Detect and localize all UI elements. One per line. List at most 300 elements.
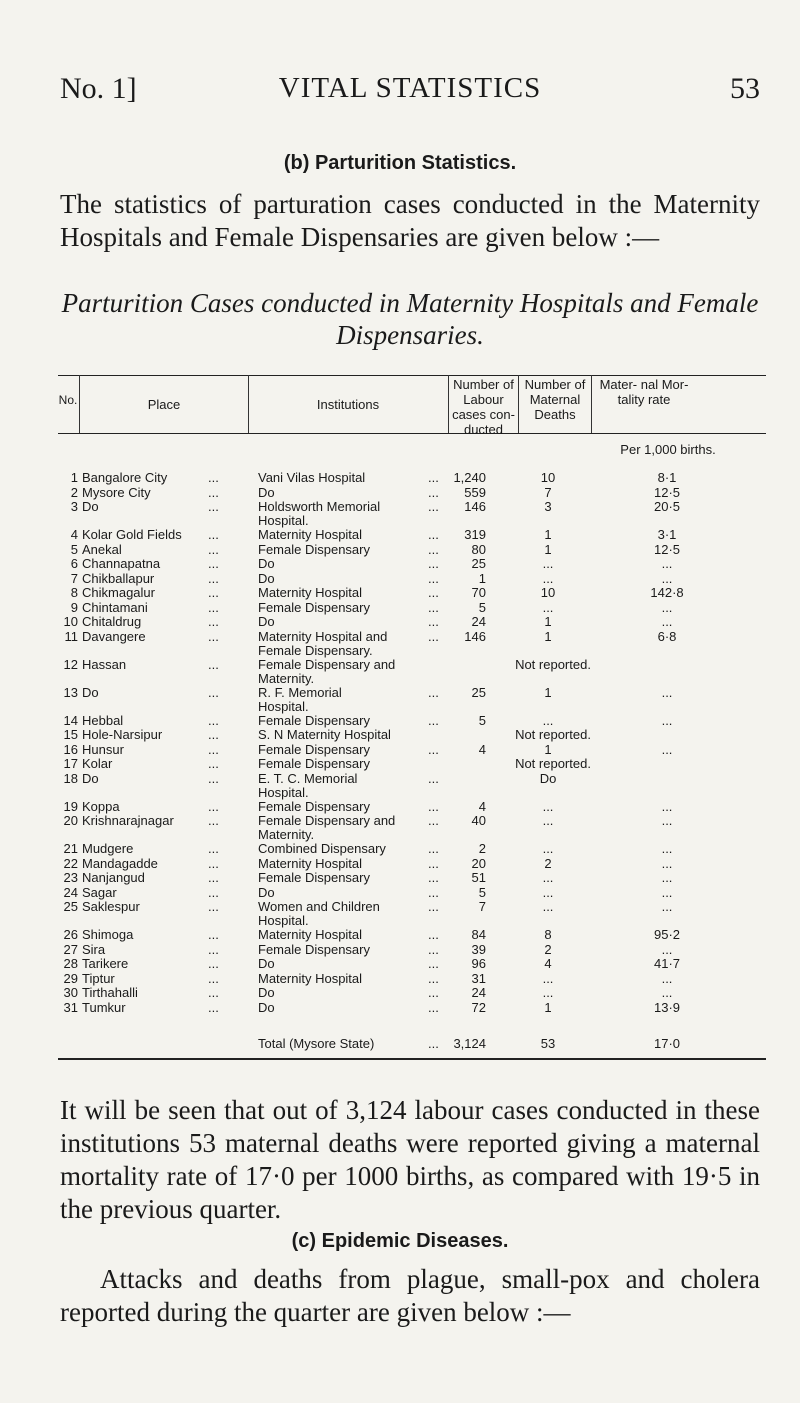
institution-cell-continued: Hospital. [258, 913, 309, 928]
dots: ... [208, 970, 219, 986]
labour-cases-cell: 319 [464, 527, 486, 542]
place-cell: Tiptur [82, 970, 115, 986]
row-number: 20 [63, 813, 78, 828]
dots: ... [428, 541, 439, 557]
mortality-rate-cell: 41·7 [653, 956, 681, 971]
table-row [58, 528, 766, 542]
mortality-rate-cell: ... [661, 985, 673, 1000]
table-row [58, 772, 766, 786]
col-header-maternal: Number of Maternal Deaths [524, 377, 586, 422]
labour-cases-cell: 5 [478, 599, 486, 615]
maternal-deaths-cell: 1 [544, 527, 552, 542]
dots: ... [208, 855, 219, 871]
place-cell: Channapatna [82, 556, 161, 571]
table-row [58, 486, 766, 500]
mortality-rate-cell: 12·5 [653, 541, 681, 557]
dots: ... [428, 684, 439, 700]
labour-cases-cell: 5 [478, 712, 486, 728]
table-row [58, 1001, 766, 1015]
place-cell: Mudgere [82, 841, 134, 856]
dots: ... [208, 841, 219, 856]
dots: ... [208, 628, 219, 644]
dots: ... [208, 585, 219, 600]
dots: ... [208, 527, 219, 542]
institution-cell: E. T. C. Memorial [258, 770, 358, 786]
labour-cases-cell: 24 [471, 985, 486, 1000]
labour-cases-cell: 70 [471, 585, 486, 600]
dots: ... [428, 841, 439, 856]
row-number: 27 [63, 941, 78, 957]
mortality-rate-cell: ... [661, 741, 673, 757]
institution-cell-continued: Hospital. [258, 784, 309, 800]
maternal-deaths-cell: 1 [544, 541, 552, 557]
dots: ... [428, 570, 439, 586]
place-cell: Sagar [82, 884, 117, 900]
place-cell: Hunsur [82, 741, 124, 757]
institution-cell: Female Dispensary [258, 941, 370, 957]
mortality-rate-cell: ... [661, 599, 673, 615]
dots: ... [208, 770, 219, 786]
table-row [58, 814, 766, 828]
col-header-no: No. [58, 393, 78, 407]
institution-cell-continued: Hospital. [258, 513, 309, 528]
dots: ... [208, 712, 219, 728]
institution-cell: Female Dispensary [258, 870, 370, 885]
row-number: 14 [63, 712, 78, 728]
row-number: 19 [63, 798, 78, 814]
place-cell: Hole-Narsipur [82, 727, 163, 742]
mortality-rate-cell: ... [661, 941, 673, 957]
dots: ... [428, 614, 439, 629]
mortality-rate-cell: ... [661, 798, 673, 814]
labour-cases-cell: 25 [471, 684, 486, 700]
institution-cell: Female Dispensary [258, 712, 370, 728]
labour-cases-cell: 25 [471, 556, 486, 571]
row-number: 4 [70, 527, 78, 542]
row-number: 12 [63, 656, 78, 672]
table-row [58, 500, 766, 514]
place-cell: Do [82, 684, 99, 700]
institution-cell: Female Dispensary and [258, 813, 396, 828]
maternal-deaths-cell: 10 [540, 585, 556, 600]
dots: ... [428, 527, 439, 542]
dots: ... [428, 999, 439, 1015]
total-row [58, 1037, 766, 1051]
mortality-rate-cell: 13·9 [653, 999, 681, 1015]
table-row [58, 800, 766, 814]
mortality-rate-cell: 8·1 [657, 470, 677, 485]
labour-cases-cell: 39 [471, 941, 486, 957]
labour-cases-cell: 84 [471, 927, 486, 942]
row-number: 7 [70, 570, 78, 586]
labour-cases-cell: 72 [471, 999, 486, 1015]
row-number: 30 [63, 985, 78, 1000]
table-row [58, 714, 766, 728]
dots: ... [428, 855, 439, 871]
dots: ... [208, 499, 219, 514]
dots: ... [208, 599, 219, 615]
institution-cell-continued: Hospital. [258, 698, 309, 714]
dots: ... [208, 656, 219, 672]
table-row [58, 871, 766, 885]
table-row [58, 842, 766, 856]
col-header-rate: Mater- nal Mor- tality rate [599, 377, 689, 407]
row-number: 16 [63, 741, 78, 757]
row-number: 11 [64, 628, 78, 644]
row-number: 3 [70, 499, 78, 514]
table-title: Parturition Cases conducted in Maternity Hospitals and Female Dispensaries. [61, 288, 759, 350]
table-row [58, 572, 766, 586]
dots: ... [428, 741, 439, 757]
maternal-deaths-cell: 4 [544, 956, 552, 971]
maternal-deaths-cell: ... [542, 556, 554, 571]
table-row [58, 943, 766, 957]
place-cell: Chikballapur [82, 570, 155, 586]
dots: ... [208, 884, 219, 900]
institution-cell: Female Dispensary [258, 798, 370, 814]
maternal-deaths-cell: 2 [544, 855, 552, 871]
place-cell: Tirthahalli [82, 985, 138, 1000]
place-cell: Chikmagalur [82, 585, 155, 600]
maternal-deaths-cell: 2 [544, 941, 552, 957]
place-cell: Davangere [82, 628, 146, 644]
dots: ... [428, 985, 439, 1000]
maternal-deaths-cell: ... [542, 870, 554, 885]
institution-cell: R. F. Memorial [258, 684, 342, 700]
dots: ... [208, 999, 219, 1015]
labour-cases-cell: 7 [478, 899, 486, 914]
institution-cell: Female Dispensary and [258, 656, 396, 672]
institution-cell: Holdsworth Memorial [258, 499, 381, 514]
dots: ... [208, 541, 219, 557]
row-number: 15 [63, 727, 78, 742]
institution-cell: Maternity Hospital [258, 927, 363, 942]
place-cell: Koppa [82, 798, 120, 814]
dots: ... [428, 798, 439, 814]
table-row [58, 615, 766, 629]
table-row [58, 857, 766, 871]
parturition-table [58, 375, 766, 1061]
table-row [58, 658, 766, 672]
maternal-deaths-cell: 10 [540, 470, 556, 485]
institution-cell: Do [258, 570, 275, 586]
table-row [58, 728, 766, 742]
maternal-deaths-cell: 3 [544, 499, 552, 514]
dots: ... [428, 884, 439, 900]
institution-cell: Women and Children [258, 899, 380, 914]
dots: ... [208, 927, 219, 942]
labour-cases-cell: 1,240 [453, 470, 486, 485]
total-labour: 3,124 [453, 1036, 486, 1051]
labour-cases-cell: 51 [471, 870, 486, 885]
maternal-deaths-cell: 7 [544, 484, 552, 500]
mortality-rate-cell: ... [661, 614, 673, 629]
table-row [58, 586, 766, 600]
dots: ... [428, 585, 439, 600]
institution-cell: Maternity Hospital [258, 527, 363, 542]
row-number: 21 [63, 841, 78, 856]
rate-unit: Per 1,000 births. [620, 442, 716, 457]
dots: ... [428, 870, 439, 885]
dots: ... [208, 813, 219, 828]
dots: ... [428, 484, 439, 500]
mortality-rate-cell: 6·8 [657, 628, 677, 644]
dots: ... [208, 956, 219, 971]
col-header-institutions: Institutions [316, 397, 380, 412]
dots: ... [428, 770, 439, 786]
mortality-rate-cell: 3·1 [657, 527, 677, 542]
place-cell: Do [82, 770, 99, 786]
mortality-rate-cell: ... [661, 899, 673, 914]
maternal-deaths-cell: 8 [544, 927, 552, 942]
labour-cases-cell: 4 [478, 741, 486, 757]
labour-cases-cell: 1 [478, 570, 486, 586]
dots: ... [208, 899, 219, 914]
institution-cell-continued: Maternity. [258, 827, 315, 842]
table-row [58, 957, 766, 971]
row-number: 29 [63, 970, 78, 986]
page-header [60, 72, 760, 122]
col-header-place: Place [147, 397, 181, 412]
institution-cell: Do [258, 614, 275, 629]
dots: ... [208, 741, 219, 757]
place-cell: Kolar Gold Fields [82, 527, 182, 542]
dots: ... [428, 970, 439, 986]
not-reported-note: Not reported. [515, 656, 591, 672]
institution-cell: Do [258, 985, 275, 1000]
institution-cell-continued: Female Dispensary. [258, 642, 373, 658]
row-number: 5 [70, 541, 78, 557]
maternal-deaths-cell: ... [542, 884, 554, 900]
maternal-deaths-cell: 1 [544, 684, 552, 700]
row-number: 22 [63, 855, 78, 871]
dots: ... [208, 570, 219, 586]
dots: ... [208, 985, 219, 1000]
row-number: 9 [70, 599, 78, 615]
institution-cell: Female Dispensary [258, 741, 370, 757]
table-row [58, 557, 766, 571]
table-row [58, 543, 766, 557]
row-number: 23 [63, 870, 78, 885]
col-header-labour: Number of Labour cases con- ducted [452, 377, 515, 437]
mortality-rate-cell: ... [661, 570, 673, 586]
dots: ... [208, 727, 219, 742]
institution-cell: Female Dispensary [258, 756, 370, 771]
dots: ... [428, 499, 439, 514]
row-number: 18 [63, 770, 78, 786]
row-number: 8 [70, 585, 78, 600]
place-cell: Mysore City [82, 484, 151, 500]
dots: ... [428, 712, 439, 728]
maternal-deaths-cell: Do [539, 770, 557, 786]
mortality-rate-cell: ... [661, 712, 673, 728]
dots: ... [208, 614, 219, 629]
maternal-deaths-cell: ... [542, 570, 554, 586]
place-cell: Hassan [82, 656, 127, 672]
dots: ... [208, 798, 219, 814]
row-number: 28 [63, 956, 78, 971]
table-bottom-rule [58, 1058, 766, 1060]
dots: ... [428, 813, 439, 828]
issue-number: No. 1] [60, 72, 137, 105]
total-rate: 17·0 [653, 1036, 681, 1051]
dots: ... [208, 756, 219, 771]
row-number: 24 [63, 884, 78, 900]
labour-cases-cell: 559 [464, 484, 486, 500]
dots: ... [428, 956, 439, 971]
place-cell: Shimoga [82, 927, 134, 942]
table-row [58, 886, 766, 900]
dots: ... [428, 1036, 439, 1051]
table-row [58, 972, 766, 986]
table-row [58, 686, 766, 700]
labour-cases-cell: 2 [478, 841, 486, 856]
institution-cell: Female Dispensary [258, 599, 370, 615]
mortality-rate-cell: ... [661, 884, 673, 900]
mortality-rate-cell: ... [661, 841, 673, 856]
header-bottom-rule [58, 433, 766, 434]
place-cell: Tumkur [82, 999, 126, 1015]
dots: ... [208, 684, 219, 700]
row-number: 17 [63, 756, 78, 771]
maternal-deaths-cell: ... [542, 813, 554, 828]
maternal-deaths-cell: ... [542, 899, 554, 914]
labour-cases-cell: 4 [478, 798, 486, 814]
table-row [58, 471, 766, 485]
mortality-rate-cell: 95·2 [653, 927, 681, 942]
dots: ... [208, 941, 219, 957]
place-cell: Hebbal [82, 712, 124, 728]
labour-cases-cell: 146 [464, 628, 486, 644]
labour-cases-cell: 31 [471, 970, 486, 986]
institution-cell: Maternity Hospital [258, 855, 363, 871]
mortality-rate-cell: ... [661, 684, 673, 700]
labour-cases-cell: 146 [464, 499, 486, 514]
table-row [58, 986, 766, 1000]
place-cell: Saklespur [82, 899, 140, 914]
maternal-deaths-cell: 1 [544, 999, 552, 1015]
labour-cases-cell: 40 [471, 813, 486, 828]
summary-paragraph: It will be seen that out of 3,124 labour cases conducted in these institutions 53 maternal deaths were reported giving a maternal mortality rate of 17·0 per 1000 births, as compared with 19·5 in the previous quarter. [60, 1095, 760, 1224]
mortality-rate-cell: 12·5 [653, 484, 681, 500]
row-number: 1 [70, 470, 78, 485]
institution-cell: Maternity Hospital and [258, 628, 388, 644]
not-reported-note: Not reported. [515, 756, 591, 771]
place-cell: Mandagadde [82, 855, 158, 871]
institution-cell: Do [258, 556, 275, 571]
dots: ... [428, 941, 439, 957]
section-heading-parturition: (b) Parturition Statistics. [283, 152, 517, 174]
institution-cell: Do [258, 956, 275, 971]
total-label: Total (Mysore State) [258, 1036, 375, 1051]
maternal-deaths-cell: 1 [544, 614, 552, 629]
institution-cell: Maternity Hospital [258, 585, 363, 600]
institution-cell: Do [258, 484, 275, 500]
row-number: 10 [63, 614, 78, 629]
mortality-rate-cell: ... [661, 855, 673, 871]
dots: ... [208, 484, 219, 500]
mortality-rate-cell: ... [661, 970, 673, 986]
place-cell: Nanjangud [82, 870, 145, 885]
dots: ... [428, 628, 439, 644]
maternal-deaths-cell: ... [542, 712, 554, 728]
page-number: 53 [730, 72, 760, 105]
labour-cases-cell: 20 [471, 855, 486, 871]
labour-cases-cell: 24 [471, 614, 486, 629]
maternal-deaths-cell: ... [542, 599, 554, 615]
dots: ... [208, 556, 219, 571]
table-row [58, 630, 766, 644]
row-number: 26 [63, 927, 78, 942]
institution-cell: Maternity Hospital [258, 970, 363, 986]
table-row [58, 743, 766, 757]
row-number: 2 [70, 484, 78, 500]
mortality-rate-cell: 20·5 [653, 499, 681, 514]
not-reported-note: Not reported. [515, 727, 591, 742]
mortality-rate-cell: 142·8 [650, 585, 684, 600]
epidemic-paragraph: Attacks and deaths from plague, small-pox and cholera reported during the quarter are given below :— [60, 1264, 760, 1327]
mortality-rate-cell: ... [661, 556, 673, 571]
institution-cell-continued: Maternity. [258, 670, 315, 686]
mortality-rate-cell: ... [661, 813, 673, 828]
running-title: VITAL STATISTICS [278, 72, 542, 104]
dots: ... [428, 556, 439, 571]
table-row [58, 928, 766, 942]
place-cell: Krishnarajnagar [82, 813, 174, 828]
labour-cases-cell: 5 [478, 884, 486, 900]
section-heading-epidemic: (c) Epidemic Diseases. [291, 1230, 509, 1252]
labour-cases-cell: 96 [471, 956, 486, 971]
dots: ... [208, 470, 219, 485]
maternal-deaths-cell: 1 [544, 628, 552, 644]
row-number: 13 [63, 684, 78, 700]
institution-cell: Combined Dispensary [258, 841, 386, 856]
maternal-deaths-cell: ... [542, 798, 554, 814]
place-cell: Tarikere [82, 956, 129, 971]
institution-cell: S. N Maternity Hospital [258, 727, 391, 742]
mortality-rate-cell: ... [661, 870, 673, 885]
table-row [58, 900, 766, 914]
place-cell: Chitaldrug [82, 614, 142, 629]
place-cell: Anekal [82, 541, 122, 557]
institution-cell: Do [258, 999, 275, 1015]
maternal-deaths-cell: ... [542, 985, 554, 1000]
labour-cases-cell: 80 [471, 541, 486, 557]
table-row [58, 601, 766, 615]
dots: ... [428, 599, 439, 615]
institution-cell: Do [258, 884, 275, 900]
place-cell: Bangalore City [82, 470, 168, 485]
dots: ... [428, 470, 439, 485]
maternal-deaths-cell: ... [542, 841, 554, 856]
intro-paragraph: The statistics of parturation cases conducted in the Maternity Hospitals and Female Dispensaries are given below :— [60, 189, 760, 252]
maternal-deaths-cell: 1 [544, 741, 552, 757]
place-cell: Do [82, 499, 99, 514]
row-number: 25 [63, 899, 78, 914]
row-number: 6 [70, 556, 78, 571]
dots: ... [428, 899, 439, 914]
maternal-deaths-cell: ... [542, 970, 554, 986]
institution-cell: Vani Vilas Hospital [258, 470, 366, 485]
dots: ... [428, 927, 439, 942]
institution-cell: Female Dispensary [258, 541, 370, 557]
total-deaths: 53 [540, 1036, 556, 1051]
place-cell: Sira [82, 941, 106, 957]
table-row [58, 757, 766, 771]
row-number: 31 [63, 999, 78, 1015]
table-top-rule [58, 375, 766, 376]
place-cell: Kolar [82, 756, 113, 771]
